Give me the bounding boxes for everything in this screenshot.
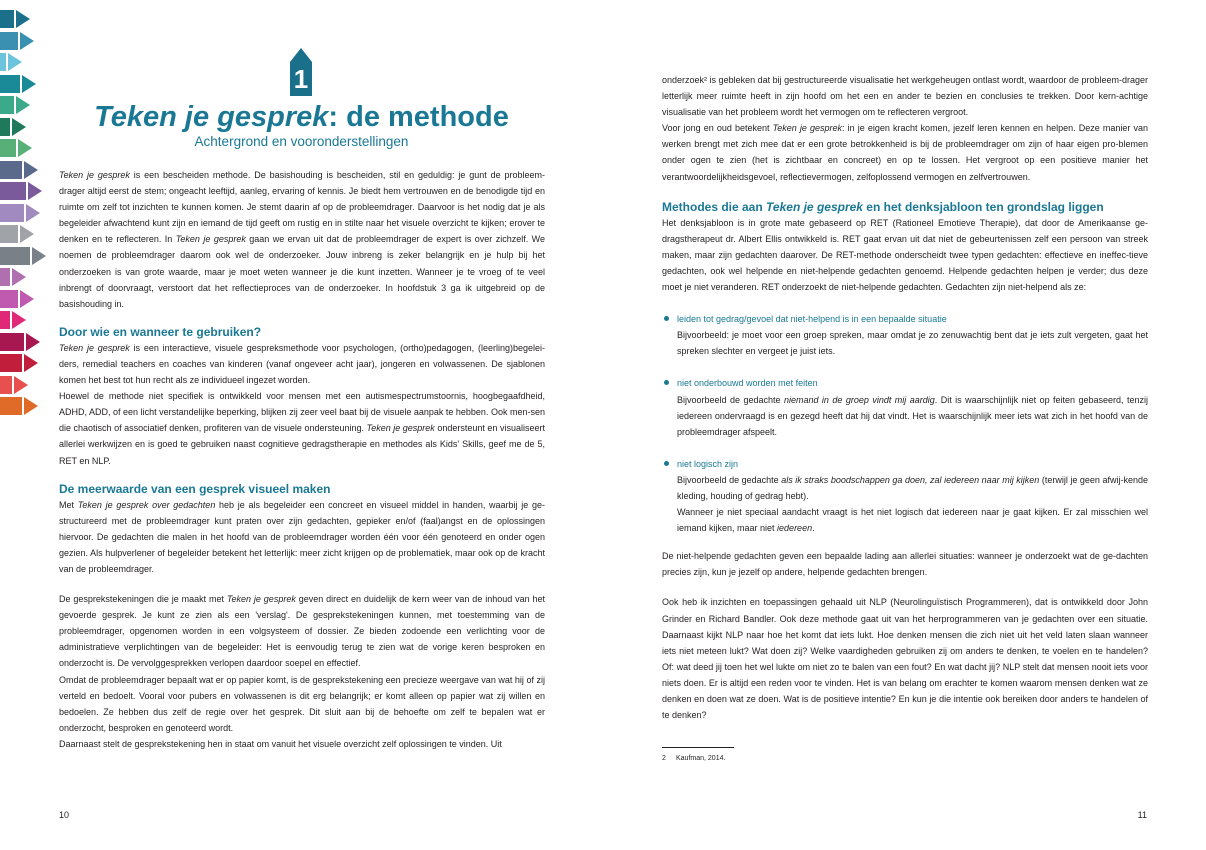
paragraph bbox=[59, 591, 545, 671]
bullet-title: niet logisch zijn bbox=[677, 458, 739, 469]
paragraph: De niet-helpende gedachten geven een bepaalde lading aan allerlei situaties: wanneer je onderzoekt wat de ge-dachten precies zijn, kun je jezelf op andere, helpende gedachten brengen. bbox=[662, 551, 1148, 578]
paragraph bbox=[59, 340, 545, 388]
text-run: Hoewel de methode niet specifiek is ontwikkeld voor mensen met een autismespectrumstoornis, hoogbegaafdheid, ADHD, ADD, of een licht verstandelijke beperking, blijken zij zeer veel baat bij de visuele aanpak te hebben. Ook men-sen die chaotisch of associatief denken, profiteren van de visuele ondersteuning. bbox=[59, 391, 545, 434]
bullet-dot-icon bbox=[664, 316, 669, 321]
text-run: geven direct en duidelijk de kern weer van de inhoud van het gevoerde gesprek. Je kunt ze zien als een 'verslag'. De gesprekstekeningen kunnen, met toestemming van de probleemdrager, opgenomen worden in een volgsysteem of dossier. Ze bieden zodoende een verlichting voor de administratieve verplichtingen van de begeleider: Het is eenvoudig terug te zien wat de vorige keren besproken en onderzocht is. De vervolggesprekken verlopen daardoor soepel en effectief. bbox=[59, 594, 545, 669]
list-item bbox=[662, 375, 1148, 439]
text-run: en het denksjabloon ten grondslag liggen bbox=[862, 199, 1104, 214]
text-run: : in je eigen kracht komen, jezelf leren kennen en helpen. Deze manier van werken brengt met zich mee dat er een grote betrokkenheid is bij de probleemdrager om zijn of haar eigen pro-blemen onder ogen te zien (het is zichtbaar en concreet) en op te lossen. Het vergroot op een positieve manier het verantwoordelijkheidsgevoel, reflectievermogen, zelfoplossend vermogen en zelfvertrouwen. bbox=[662, 123, 1148, 182]
italic-term: Teken je gesprek bbox=[772, 123, 843, 134]
bullet-title: niet onderbouwd worden met feiten bbox=[677, 378, 818, 389]
right-page bbox=[603, 0, 1206, 850]
bullet-dot-icon bbox=[664, 461, 669, 466]
section-heading-door-wie: Door wie en wanneer te gebruiken? bbox=[59, 324, 262, 339]
pencil-tip-icon bbox=[290, 48, 312, 62]
chapter-subtitle: Achtergrond en vooronderstellingen bbox=[194, 134, 409, 149]
right-column bbox=[662, 72, 1148, 764]
list-item bbox=[662, 456, 1148, 536]
text-run: Bijvoorbeeld de gedachte bbox=[677, 394, 784, 405]
text-run: is een interactieve, visuele gespreksmethode voor psychologen, (ortho)pedagogen, (leerling)begelei-ders, remedial teachers en coaches van kinderen (vanaf ongeveer acht jaar), jongeren en volwassenen. De sjablonen komen het best tot hun recht als ze individueel ingezet worden. bbox=[59, 342, 545, 386]
bullet-title: leiden tot gedrag/gevoel dat niet-helpend is in een bepaalde situatie bbox=[677, 314, 947, 325]
italic-term: Teken je gesprek bbox=[175, 234, 246, 245]
italic-term: Teken je gesprek over gedachten bbox=[77, 499, 216, 510]
text-run: . Dit is waarschijnlijk niet op feiten gebaseerd, tenzij iedereen ondervraagd is en gezegd heeft dat hij dat vindt. Het is waarschijnlijk meer iets wat zich in het hoofd van de probleemdrager afspeelt. bbox=[677, 394, 1149, 437]
italic-term: als ik straks boodschappen ga doen, zal iedereen naar mij kijken bbox=[781, 474, 1040, 485]
italic-term: Teken je gesprek bbox=[766, 199, 863, 214]
paragraph bbox=[59, 388, 545, 468]
bullet-text bbox=[677, 472, 1148, 504]
text-run: Wanneer je niet speciaal aandacht vraagt is het niet logisch dat iedereen naar je gaat kijken. Er zal misschien wel iemand kijken, maar niet bbox=[677, 507, 1148, 534]
text-run: De gesprekstekeningen die je maakt met bbox=[59, 594, 227, 605]
bullet-text bbox=[677, 504, 1148, 536]
text-run: Methodes die aan bbox=[662, 199, 767, 214]
paragraph: Ook heb ik inzichten en toepassingen gehaald uit NLP (Neurolinguïstisch Programmeren), dat is ontwikkeld door John Grinder en Richard Bandler. Ook deze methode gaat uit van het herprogrammeren van je gedachten over een situatie. Daarnaast kijkt NLP naar hoe het komt dat iets lukt. Hoe denken mensen die zich niet uit het veld laten slaan wanneer iets niet meteen lukt? Wat doen zij? Welke vaardigheden gebruiken zij om anders te denken, te voelen en te handelen? Of: wat deed jij toen het wel lukte om niet zo te balen van een fout? En wat dacht jij? NLP stelt dat mensen nooit iets voor niets doen. Er is altijd een reden voor te vinden. Het is van belang om erachter te komen waarom mensen denken wat ze denken en doen wat ze doen. Wat is de positieve intentie? En kun je die intentie ook bereiken door anders te handelen of te denken? bbox=[662, 597, 1148, 721]
chapter-badge bbox=[290, 48, 312, 100]
footnote-rule bbox=[662, 747, 734, 748]
italic-term: Teken je gesprek bbox=[366, 423, 435, 434]
paragraph: Omdat de probleemdrager bepaalt wat er op papier komt, is de gesprekstekening een precieze weergave van wat hij of zij verteld en bedoelt. Vooral voor pubers en volwassenen is dit erg belangrijk; er komt alleen op papier wat zij willen en bedoelen. Ze hebben dus zelf de regie over het gesprek. Dit sluit aan bij de behoefte om zelf te bepalen wat er onderzocht, besproken en genoteerd wordt. bbox=[59, 674, 545, 733]
paragraph bbox=[59, 497, 545, 577]
italic-term: Teken je gesprek bbox=[226, 594, 296, 605]
text-run: . bbox=[812, 523, 815, 534]
paragraph: onderzoek² is gebleken dat bij gestructureerde visualisatie het werkgeheugen ontlast wordt, waardoor de probleem-drager letterlijk meer ruimte heeft in zijn hoofd om het een en ander te bezien en conclusies te trekken. Door kern-achtige visualisatie van het probleem wordt het vermogen om te reflecteren vergroot. bbox=[662, 75, 1148, 118]
text-run: Met bbox=[59, 499, 78, 510]
italic-term: iedereen bbox=[777, 523, 813, 534]
page-number: 10 bbox=[59, 810, 70, 820]
intro-paragraph bbox=[59, 167, 545, 312]
page-number: 11 bbox=[1137, 810, 1147, 820]
bullet-text bbox=[677, 392, 1148, 440]
paragraph bbox=[662, 120, 1148, 184]
section-heading-methodes bbox=[662, 199, 1148, 215]
chapter-title-italic: Teken je gesprek bbox=[94, 101, 329, 133]
list-item bbox=[662, 311, 1148, 359]
footnote-text: Kaufman, 2014. bbox=[676, 755, 726, 763]
italic-term: Teken je gesprek bbox=[59, 342, 130, 353]
chapter-number: 1 bbox=[290, 62, 312, 96]
text-run: heb je als begeleider een concreet en visueel middel in handen, waarbij je ge-structureerd met de probleemdrager kunt praten over zijn gedachten, gepieker en/of (faal)angst en de oplossingen hiervoor. De gedachten die malen in het hoofd van de probleemdrager worden één voor één genoteerd en onder ogen gezien. Als hulpverlener of begeleider betekent het letterlijk: meer zicht krijgen op de problematiek, maar ook op de kracht van de probleemdrager. bbox=[59, 499, 545, 574]
text-run: gaan we ervan uit dat de probleemdrager de expert is over zichzelf. We noemen de probleemdrager daarom ook wel de onderzoeker. Jouw inbreng is zeker belangrijk en je hulp bij het onderzoeken is van grote waarde, maar je moet weten wanneer je die kunt inzetten. Wanneer je te vroeg of te veel inbrengt of doorvraagt, verstoort dat het reflectieproces van de onderzoeker. In hoofdstuk 3 ga ik uitgebreid op de basishouding in. bbox=[59, 234, 545, 309]
footnote bbox=[662, 754, 1148, 764]
paragraph: Daarnaast stelt de gesprekstekening hen in staat om vanuit het visuele overzicht zelf oplossingen te vinden. Uit bbox=[59, 738, 502, 749]
text-run: ondersteunt en visualiseert allerlei werkwijzen en is goed te gebruiken naast cognitieve gedragstherapie en methodes als Kids' Skills, geef me de 5, RET en NLP. bbox=[59, 423, 545, 466]
bullet-dot-icon bbox=[664, 380, 669, 385]
italic-term: Teken je gesprek bbox=[59, 170, 130, 180]
paragraph: Het denksjabloon is in grote mate gebaseerd op RET (Rationeel Emotieve Therapie), dat door de Amerikaanse ge-dragstherapeut dr. Albert Ellis ontwikkeld is. RET gaat ervan uit dat niet de gebeurtenissen zelf een persoon van streek maken, maar zijn gedachten daarover. De RET-methode onderscheidt twee typen gedachten: effectieve en ineffec-tieve gedachten, ook wel helpende en niet-helpende gedachten genoemd. Helpende gedachten helpen je verder; dus deze moet je niet veranderen. RET onderzoekt de niet-helpende gedachten. Gedachten zijn niet-helpend als ze: bbox=[662, 217, 1148, 293]
italic-term: niemand in de groep vindt mij aardig bbox=[783, 394, 935, 405]
text-run: Voor jong en oud betekent bbox=[662, 123, 773, 134]
chapter-title-rest: : de methode bbox=[328, 101, 509, 133]
section-heading-meerwaarde: De meerwaarde van een gesprek visueel maken bbox=[59, 481, 331, 496]
chapter-title bbox=[60, 100, 543, 134]
text-run: (terwijl je geen afwij-kende kleding, houding of gedrag hebt). bbox=[677, 474, 1148, 501]
pencil-decoration bbox=[0, 10, 60, 430]
bullet-text: Bijvoorbeeld: je moet voor een groep spreken, maar omdat je zo zenuwachtig bent dat je iets zult vergeten, gaat het spreken slechter en vergeet je juist iets. bbox=[677, 330, 1148, 357]
footnote-number: 2 bbox=[662, 755, 666, 763]
text-run: is een bescheiden methode. De basishouding is bescheiden, stil en geduldig: je gunt de probleem-drager altijd eerst de stem; ongeacht leeftijd, aanleg, ervaring of kennis. Je biedt hem vertrouwen en de benodigde tijd en ruimte om zelf tot inzichten te kunnen komen. Je stemt daarin af op de probleemdrager. Daarvoor is het nodig dat je als begeleider afwachtend kunt zijn en iemand de tijd geeft om rustig en in stilte naar het visuele overzicht te kijken; erover te denken en te reflecteren. In bbox=[59, 170, 545, 245]
left-column bbox=[59, 167, 545, 752]
text-run: Bijvoorbeeld de gedachte bbox=[677, 474, 782, 485]
